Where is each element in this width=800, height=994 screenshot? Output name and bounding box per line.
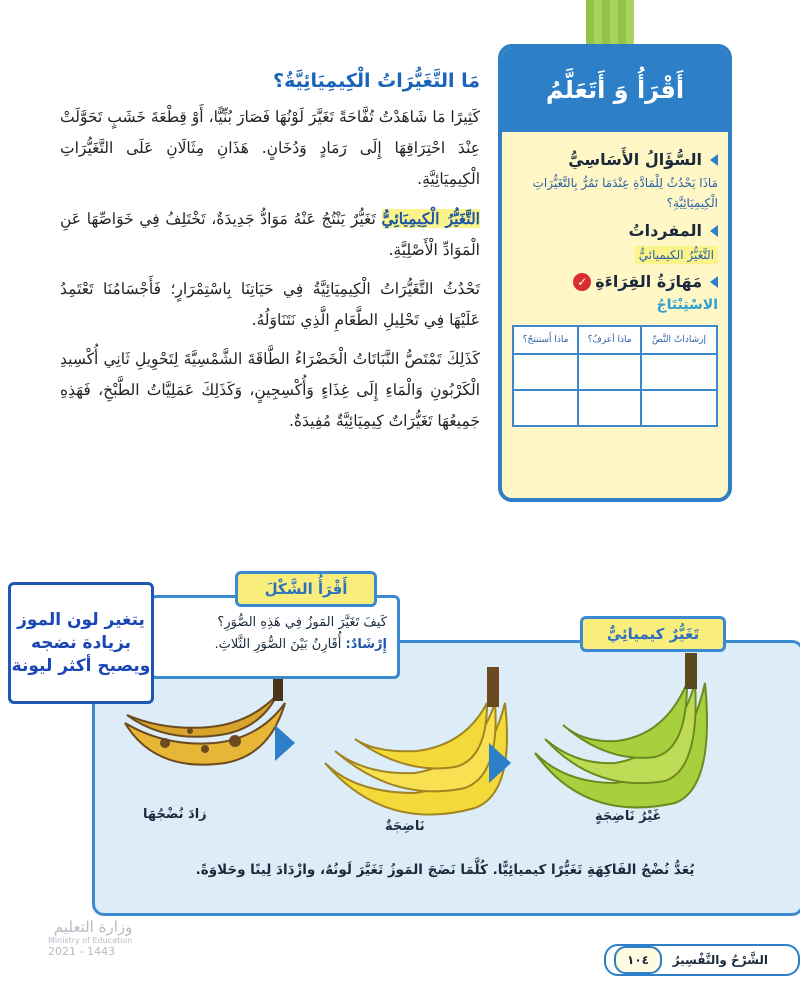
chemical-change-label: تَغَيُّرٌ كيميائِيٌّ xyxy=(580,616,726,652)
table-cell[interactable] xyxy=(513,390,578,426)
footer-bar xyxy=(604,944,800,976)
essential-question-heading xyxy=(512,150,718,169)
hint-label: إِرْشَادٌ: xyxy=(345,637,387,652)
table-cell[interactable] xyxy=(641,354,717,390)
article xyxy=(60,58,480,445)
paragraph-1: كَثِيرًا مَا شَاهَدْتُ تُفَّاحَةً تَغَيَّرَ لَوْنُهَا فَصَارَ بُنِّيًّا، أَوْ قِطْعَةَ خَشَبٍ تَحَوَّلَتْ عِنْدَ احْتِرَاقِهَا إِلَى رَمَادٍ وَدُخَانٍ. هَذَانِ مِثَالَانِ عَلَى التَّغَيُّرَاتِ الْكِيمِيَائِيَّةِ. xyxy=(60,108,480,188)
ripe-label: نَاضِجَةٌ xyxy=(385,819,425,834)
read-and-learn-card xyxy=(498,44,732,502)
arrow-icon xyxy=(710,225,718,237)
arrow-icon xyxy=(710,154,718,166)
essential-question-label: السُّؤَالُ الأَسَاسِيُّ xyxy=(568,150,702,169)
read-the-figure-label: أَقْرَأُ الشَّكْلَ xyxy=(235,571,377,607)
paragraph-2-text: تَغَيُّرٌ يَنْتُجُ عَنْهُ مَوَادُّ جَدِيدَةٌ، تَخْتَلِفُ فِي خَوَاصِّهَا عَنِ الْمَوَادِّ الْأَصْلِيَّةِ. xyxy=(60,210,480,259)
page-number: ١٠٤ xyxy=(614,946,662,974)
figure-question: كَيفَ تَغَيَّرَ المَوزُ فِي هَذِهِ الصُّوَرِ؟ xyxy=(217,615,387,630)
card-header: أَقْرَأُ وَ أَتَعَلَّمُ xyxy=(502,48,728,132)
figure-caption: يُعَدُّ نُضْجُ الفَاكِهَةِ تَغَيُّرًا كيميائِيًّا. كُلَّمَا نَضَجَ المَوزُ تَغَيَّرَ لَونُهُ، وازْدَادَ لِينًا وحَلاوَةً. xyxy=(195,862,695,878)
skill-name: الاسْتِنْتَاجُ xyxy=(656,297,718,313)
unripe-banana-image xyxy=(535,653,707,807)
figure-hint xyxy=(163,634,387,656)
ministry-name-english: Ministry of Education xyxy=(48,936,133,945)
card-body xyxy=(502,132,728,427)
reading-skill-label: مَهَارَةُ القِرَاءَةِ xyxy=(595,272,702,291)
overripe-label: زادَ نُضْجُهَا xyxy=(143,807,207,822)
paragraph-4: كَذَلِكَ تَمْتَصُّ النَّبَاتَاتُ الْخَضْرَاءُ الطَّاقَةَ الشَّمْسِيَّةَ لِتَحْوِيلِ ثَانِي أُكْسِيدِ الْكَرْبُونِ وَالْمَاءِ إِلَى غِذَاءٍ وَأُكْسِجِينٍ، وَكَذَلِكَ عَمَلِيَّاتُ الطَّبْخِ، فَهَذِهِ جَمِيعُهَا تَغَيُّرَاتٌ كِيمِيَائِيَّةٌ مُفِيدَةٌ. xyxy=(60,350,480,430)
edition-year: 2021 - 1443 xyxy=(48,945,115,958)
table-row xyxy=(513,390,717,426)
table-header: إرشاداتُ النَّصِّ xyxy=(641,326,717,354)
unripe-label: غَيْرُ نَاضِجَةٍ xyxy=(595,809,662,824)
paragraph-2 xyxy=(60,203,480,266)
table-header: ماذا أَستنتجُ؟ xyxy=(513,326,578,354)
hint-text: أُقَارِنُ بَيْنَ الصُّوَرِ الثَّلاثِ. xyxy=(214,637,346,652)
vocabulary-label: المفرداتُ xyxy=(628,221,702,240)
reading-skill-heading xyxy=(512,272,718,291)
table-cell[interactable] xyxy=(578,354,641,390)
paragraph-3: تَحْدُثُ التَّغَيُّرَاتُ الْكِيمِيَائِيَّةُ فِي حَيَاتِنَا بِاسْتِمْرَارٍ؛ فَأَجْسَامُنَا تَعْتَمِدُ عَلَيْهَا فِي تَحْلِيلِ الطَّعَامِ الَّذِي نَتَنَاوَلُهُ. xyxy=(60,280,480,329)
essential-question-text: مَاذَا يَحْدُثُ لِلْمَادَّةِ عِنْدَمَا تَمُرُّ بِالتَّغَيُّرَاتِ الْكِيمِيَائِيَّةِ؟ xyxy=(532,176,718,210)
table-header: ماذا أعرفُ؟ xyxy=(578,326,641,354)
table-cell[interactable] xyxy=(641,390,717,426)
inference-table xyxy=(512,325,718,427)
vocabulary-item: التَّغَيُّرُ الكيميائيُّ xyxy=(635,246,718,264)
arrow-icon xyxy=(275,725,295,761)
read-the-figure-box xyxy=(150,595,400,679)
arrow-icon xyxy=(710,276,718,288)
ripe-banana-image xyxy=(325,667,507,815)
check-icon: ✓ xyxy=(573,273,591,291)
highlighted-term: التَّغَيُّرُ الْكِيمِيَائِيُّ xyxy=(381,209,480,228)
table-row xyxy=(513,354,717,390)
vocabulary-heading xyxy=(512,221,718,240)
answer-note: يتغير لون الموز بزيادة نضجه ويصبح أكثر ليونة xyxy=(8,582,154,704)
article-title: مَا التَّغَيُّرَاتُ الْكِيمِيَائِيَّةُ؟ xyxy=(273,70,480,92)
ministry-name-arabic: وزارة التعليم xyxy=(53,918,133,936)
table-cell[interactable] xyxy=(513,354,578,390)
section-title: الشَّرْحُ والتَّفْسِيرُ xyxy=(672,953,768,967)
table-cell[interactable] xyxy=(578,390,641,426)
ministry-logo xyxy=(48,918,132,958)
